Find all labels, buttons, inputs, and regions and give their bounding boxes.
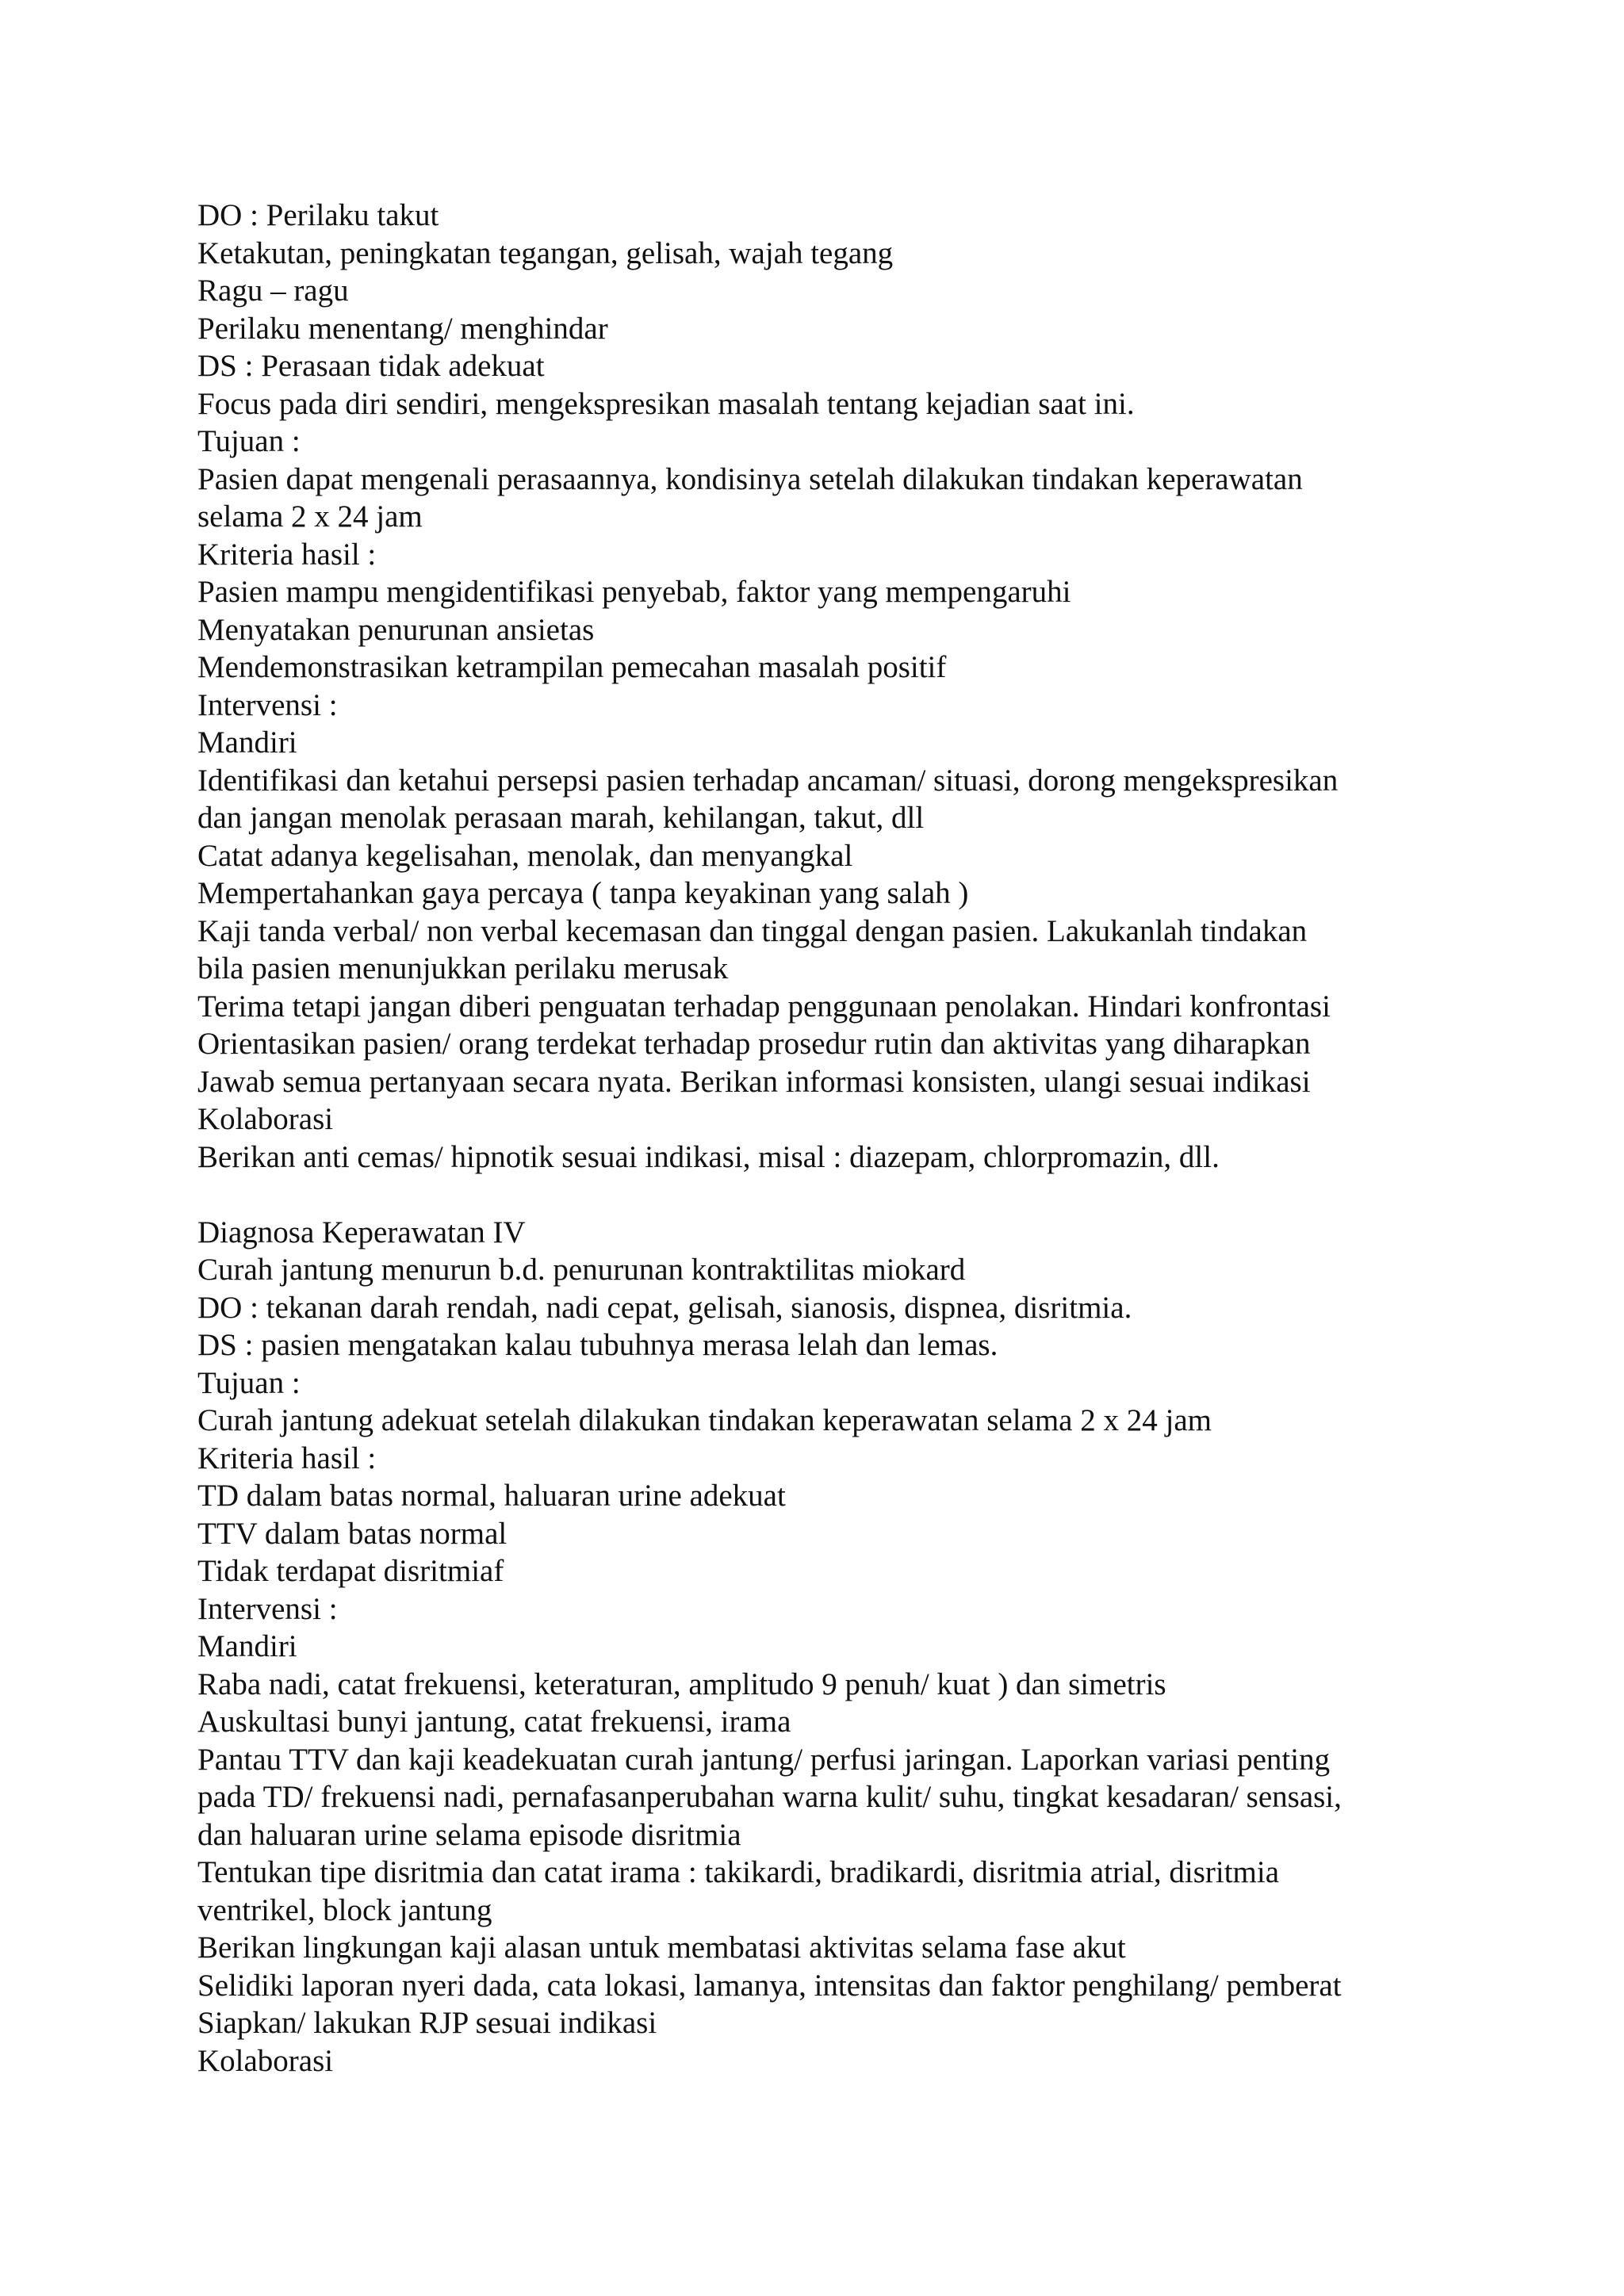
heading-kriteria-hasil: Kriteria hasil :: [197, 1441, 377, 1475]
section-diagnosa-iv: [197, 1214, 1450, 2080]
text-line: DO : Perilaku takut: [197, 198, 439, 232]
text-line: Perilaku menentang/ menghindar: [197, 311, 608, 346]
text-line: Terima tetapi jangan diberi penguatan terhadap penggunaan penolakan. Hindari konfrontasi: [197, 989, 1331, 1024]
paragraph-spacer: [197, 1176, 1450, 1214]
text-line: Tidak terdapat disritmiaf: [197, 1554, 504, 1588]
text-line: bila pasien menunjukkan perilaku merusak: [197, 951, 729, 985]
text-line: dan jangan menolak perasaan marah, kehilangan, takut, dll: [197, 801, 925, 835]
text-line: Raba nadi, catat frekuensi, keteraturan, amplitudo 9 penuh/ kuat ) dan simetris: [197, 1667, 1166, 1701]
section-ansietas-interventions: [197, 197, 1450, 1176]
text-line: Orientasikan pasien/ orang terdekat terhadap prosedur rutin dan aktivitas yang diharapkan: [197, 1027, 1311, 1061]
text-line: Jawab semua pertanyaan secara nyata. Berikan informasi konsisten, ulangi sesuai indikasi: [197, 1064, 1311, 1099]
text-line: selama 2 x 24 jam: [197, 499, 423, 534]
text-line: DO : tekanan darah rendah, nadi cepat, gelisah, sianosis, dispnea, disritmia.: [197, 1290, 1132, 1325]
text-line: Focus pada diri sendiri, mengekspresikan masalah tentang kejadian saat ini.: [197, 386, 1135, 421]
heading-diagnosa-keperawatan-iv: Diagnosa Keperawatan IV: [197, 1215, 526, 1249]
text-line: TTV dalam batas normal: [197, 1516, 508, 1551]
document-body: [197, 197, 1450, 2080]
heading-mandiri: Mandiri: [197, 725, 297, 760]
heading-kriteria-hasil: Kriteria hasil :: [197, 537, 377, 572]
heading-tujuan: Tujuan :: [197, 424, 301, 458]
heading-tujuan: Tujuan :: [197, 1365, 301, 1400]
heading-mandiri: Mandiri: [197, 1629, 297, 1663]
text-line: Mendemonstrasikan ketrampilan pemecahan masalah positif: [197, 650, 947, 684]
text-line: Ketakutan, peningkatan tegangan, gelisah, wajah tegang: [197, 235, 894, 270]
text-line: Auskultasi bunyi jantung, catat frekuensi, irama: [197, 1705, 791, 1739]
text-line: Kaji tanda verbal/ non verbal kecemasan dan tinggal dengan pasien. Lakukanlah tindakan: [197, 913, 1308, 948]
text-line: Catat adanya kegelisahan, menolak, dan menyangkal: [197, 838, 853, 873]
text-line: Pantau TTV dan kaji keadekuatan curah jantung/ perfusi jaringan. Laporkan variasi penting: [197, 1742, 1331, 1777]
text-line: Mempertahankan gaya percaya ( tanpa keyakinan yang salah ): [197, 876, 969, 910]
text-line: Curah jantung adekuat setelah dilakukan tindakan keperawatan selama 2 x 24 jam: [197, 1403, 1212, 1437]
heading-intervensi: Intervensi :: [197, 687, 338, 722]
text-line: Siapkan/ lakukan RJP sesuai indikasi: [197, 2006, 657, 2040]
text-line: DS : pasien mengatakan kalau tubuhnya merasa lelah dan lemas.: [197, 1328, 998, 1362]
text-line: Berikan anti cemas/ hipnotik sesuai indikasi, misal : diazepam, chlorpromazin, dll.: [197, 1139, 1220, 1174]
text-line: pada TD/ frekuensi nadi, pernafasanperubahan warna kulit/ suhu, tingkat kesadaran/ sensasi,: [197, 1780, 1342, 1814]
text-line: Curah jantung menurun b.d. penurunan kontraktilitas miokard: [197, 1253, 966, 1287]
heading-intervensi: Intervensi :: [197, 1591, 338, 1626]
heading-kolaborasi: Kolaborasi: [197, 2043, 334, 2078]
text-line: Pasien dapat mengenali perasaannya, kondisinya setelah dilakukan tindakan keperawatan: [197, 461, 1303, 496]
text-line: Identifikasi dan ketahui persepsi pasien terhadap ancaman/ situasi, dorong mengekspresikan: [197, 763, 1339, 798]
text-line: Pasien mampu mengidentifikasi penyebab, faktor yang mempengaruhi: [197, 575, 1071, 609]
text-line: Tentukan tipe disritmia dan catat irama : takikardi, bradikardi, disritmia atrial, disritmia: [197, 1855, 1280, 1889]
text-line: TD dalam batas normal, haluaran urine adekuat: [197, 1479, 786, 1513]
text-line: dan haluaran urine selama episode disritmia: [197, 1817, 741, 1852]
text-line: DS : Perasaan tidak adekuat: [197, 349, 545, 383]
heading-kolaborasi: Kolaborasi: [197, 1102, 334, 1136]
text-line: Berikan lingkungan kaji alasan untuk membatasi aktivitas selama fase akut: [197, 1931, 1126, 1965]
text-line: Selidiki laporan nyeri dada, cata lokasi, lamanya, intensitas dan faktor penghilang/ pemberat: [197, 1968, 1342, 2003]
text-line: Menyatakan penurunan ansietas: [197, 612, 595, 647]
text-line: ventrikel, block jantung: [197, 1892, 492, 1927]
text-line: Ragu – ragu: [197, 274, 349, 308]
